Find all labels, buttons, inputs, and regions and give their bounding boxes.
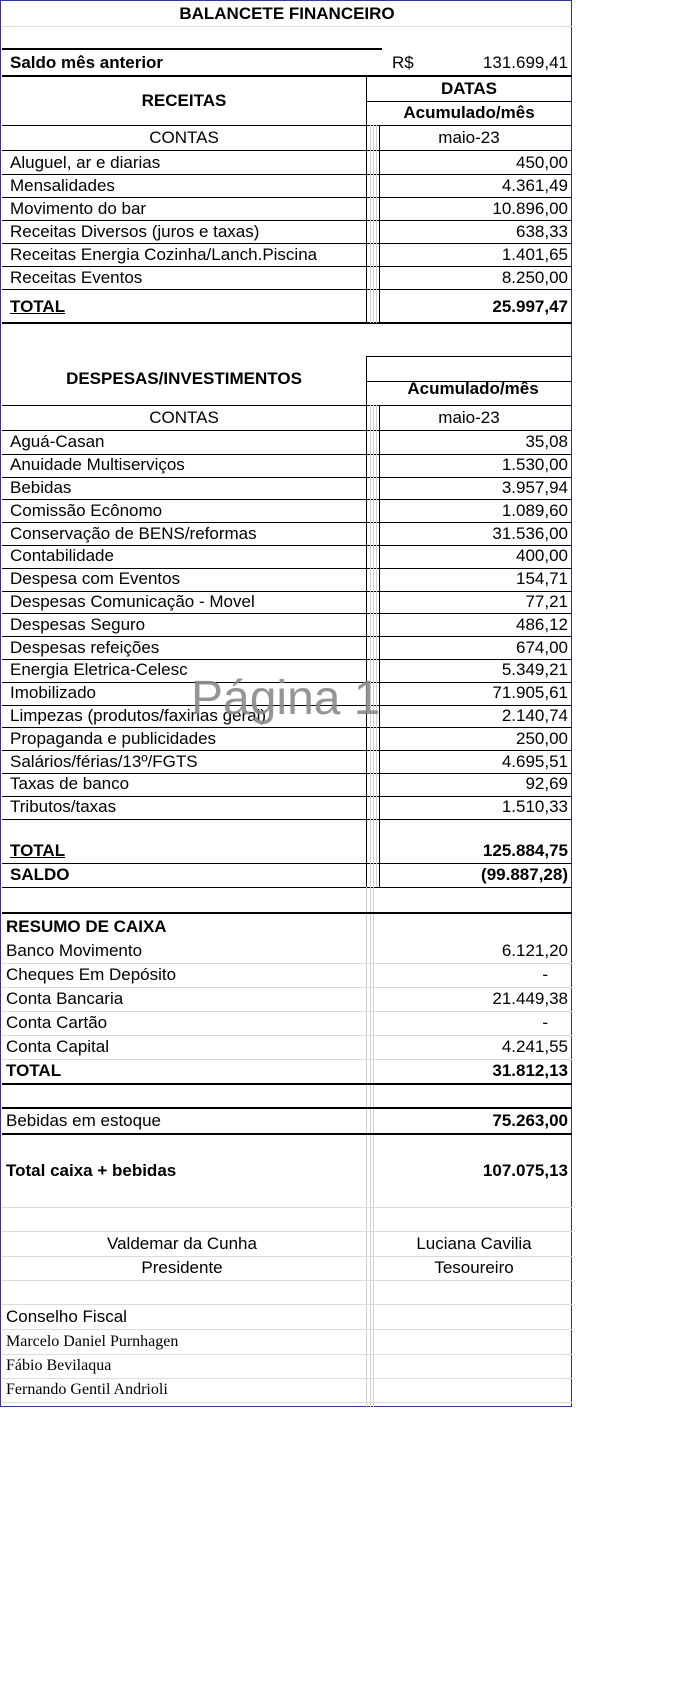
despesa-row-value: 154,71 [516,569,568,589]
saldo-row [2,863,572,887]
despesa-row [2,499,572,522]
despesa-row-label: Imobilizado [10,683,96,703]
treasurer-role: Tesoureiro [434,1258,514,1277]
president-name: Valdemar da Cunha [107,1234,257,1253]
despesa-row [2,750,572,773]
despesas-total-label: TOTAL [10,841,66,860]
despesa-row-value: 400,00 [516,546,568,566]
receitas-section-label: RECEITAS [141,91,227,110]
conselho-member-label: Fábio Bevilaqua [6,1357,112,1374]
despesas-total-row [2,839,572,863]
despesas-contas-row [2,406,572,430]
resumo-row-value: 6.121,20 [501,941,568,960]
despesa-row-label: Despesas refeições [10,637,160,657]
receita-row [2,151,572,174]
despesa-row [2,431,572,454]
despesa-row-value: 71.905,61 [492,683,568,703]
saldo-anterior-label: Saldo mês anterior [10,52,164,72]
despesas-total-value: 125.884,75 [482,841,568,860]
despesa-row-label: Despesa com Eventos [10,569,181,589]
despesa-row [2,705,572,728]
despesa-row-value: 92,69 [525,774,568,794]
estoque-value: 75.263,00 [492,1111,568,1130]
despesa-row [2,659,572,682]
total-caixa-row [2,1158,572,1184]
despesa-row-value: 31.536,00 [492,523,568,543]
saldo-anterior-value: 131.699,41 [482,52,568,72]
page-watermark: Página 1 [191,672,381,725]
despesa-row-label: Limpezas (produtos/faxinas geral) [10,705,267,725]
receita-row [2,197,572,220]
receitas-total-value: 25.997,47 [492,297,568,316]
receita-row-value: 4.361,49 [501,175,568,195]
despesa-row-label: Taxas de banco [10,774,130,794]
despesa-row-label: Propaganda e publicidades [10,728,217,748]
despesa-row-value: 1.510,33 [501,797,568,817]
page-title: BALANCETE FINANCEIRO [179,3,395,23]
receitas-total-label: TOTAL [10,297,66,316]
receita-row-label: Receitas Energia Cozinha/Lanch.Piscina [10,244,318,264]
despesa-row [2,591,572,614]
receitas-month: maio-23 [438,128,500,147]
receitas-contas-row [2,126,572,150]
receita-row-value: 1.401,65 [501,244,568,264]
despesa-row [2,477,572,500]
despesas-section-label: DESPESAS/INVESTIMENTOS [66,369,302,388]
receita-row-label: Movimento do bar [10,198,147,218]
despesa-row-value: 486,12 [516,614,568,634]
despesa-row-label: Despesas Comunicação - Movel [10,591,255,611]
resumo-total-label: TOTAL [6,1061,62,1080]
despesas-contas-label: CONTAS [149,408,219,427]
resumo-total-value: 31.812,13 [492,1061,568,1080]
receita-row-value: 638,33 [516,221,568,241]
despesa-row [2,773,572,796]
despesa-row [2,682,572,705]
conselho-member [2,1330,572,1354]
resumo-row-value: 21.449,38 [492,989,568,1008]
despesa-row-value: 1.089,60 [501,500,568,520]
resumo-row [2,1011,572,1035]
receita-row-label: Receitas Diversos (juros e taxas) [10,221,260,241]
conselho-title: Conselho Fiscal [6,1307,127,1326]
receita-row-label: Aluguel, ar e diarias [10,152,161,172]
despesa-row [2,454,572,477]
despesa-row-label: Comissão Ecônomo [10,500,163,520]
despesa-row [2,545,572,568]
resumo-row [2,963,572,987]
receita-row [2,266,572,289]
despesa-row-label: Tributos/taxas [10,797,117,817]
resumo-row-label: Conta Capital [6,1037,110,1056]
despesas-acum-label: Acumulado/mês [407,379,539,398]
receita-row [2,220,572,243]
despesa-row-label: Salários/férias/13º/FGTS [10,751,198,771]
despesa-row [2,636,572,659]
resumo-row [2,987,572,1011]
title-row [2,1,572,26]
receitas-contas-label: CONTAS [149,128,219,147]
resumo-row-label: Conta Cartão [6,1013,108,1032]
resumo-row-value: - [542,1013,548,1032]
despesa-row-label: Contabilidade [10,546,114,566]
conselho-member [2,1378,572,1402]
resumo-row-value: - [542,965,548,984]
resumo-title-row [2,915,572,939]
despesas-header [2,359,572,407]
receitas-acum-label: Acumulado/mês [403,103,535,122]
resumo-row [2,939,572,963]
conselho-title-row [2,1305,572,1329]
despesa-row-value: 3.957,94 [501,477,568,497]
resumo-row [2,1035,572,1059]
signature-roles-row [2,1256,572,1280]
resumo-row-label: Banco Movimento [6,941,143,960]
total-caixa-label: Total caixa + bebidas [6,1161,177,1180]
saldo-anterior-row [2,50,572,75]
receita-row [2,243,572,266]
conselho-member [2,1354,572,1378]
despesa-row-value: 5.349,21 [501,660,568,680]
despesa-row-label: Energia Eletrica-Celesc [10,660,188,680]
despesa-row-value: 674,00 [516,637,568,657]
despesa-row [2,727,572,750]
receita-row-label: Receitas Eventos [10,267,143,287]
resumo-title: RESUMO DE CAIXA [6,917,167,936]
saldo-value: (99.887,28) [481,865,568,884]
receita-row [2,174,572,197]
datas-label: DATAS [440,79,498,98]
despesa-row-value: 4.695,51 [501,751,568,771]
resumo-row-label: Conta Bancaria [6,989,124,1008]
resumo-row-label: Cheques Em Depósito [6,965,177,984]
resumo-row-value: 4.241,55 [501,1037,568,1056]
despesa-row-label: Aguá-Casan [10,432,105,452]
treasurer-name: Luciana Cavilia [416,1234,532,1253]
receita-row-value: 450,00 [516,152,568,172]
resumo-total-row [2,1059,572,1083]
estoque-row [2,1109,572,1133]
despesa-row-label: Anuidade Multiserviços [10,455,185,475]
despesa-row-value: 77,21 [525,591,568,611]
receitas-total-row [2,294,572,320]
conselho-member-label: Fernando Gentil Andrioli [6,1381,168,1398]
president-role: Presidente [141,1258,223,1277]
despesa-row-label: Despesas Seguro [10,614,146,634]
estoque-label: Bebidas em estoque [6,1111,161,1130]
despesas-month: maio-23 [438,408,500,427]
despesa-row [2,796,572,819]
currency-label: R$ [392,52,414,72]
despesa-row [2,568,572,591]
despesa-row-value: 250,00 [516,728,568,748]
signature-names-row [2,1232,572,1256]
conselho-member-label: Marcelo Daniel Purnhagen [6,1333,179,1350]
receita-row-value: 8.250,00 [501,267,568,287]
saldo-label: SALDO [10,865,70,884]
despesa-row-value: 35,08 [525,432,568,452]
despesa-row-label: Conservação de BENS/reformas [10,523,257,543]
despesa-row [2,613,572,636]
receita-row-label: Mensalidades [10,175,115,195]
despesa-row [2,522,572,545]
despesa-row-value: 2.140,74 [501,705,568,725]
receita-row-value: 10.896,00 [492,198,568,218]
despesa-row-value: 1.530,00 [501,455,568,475]
total-caixa-value: 107.075,13 [482,1161,568,1180]
despesa-row-label: Bebidas [10,477,72,497]
